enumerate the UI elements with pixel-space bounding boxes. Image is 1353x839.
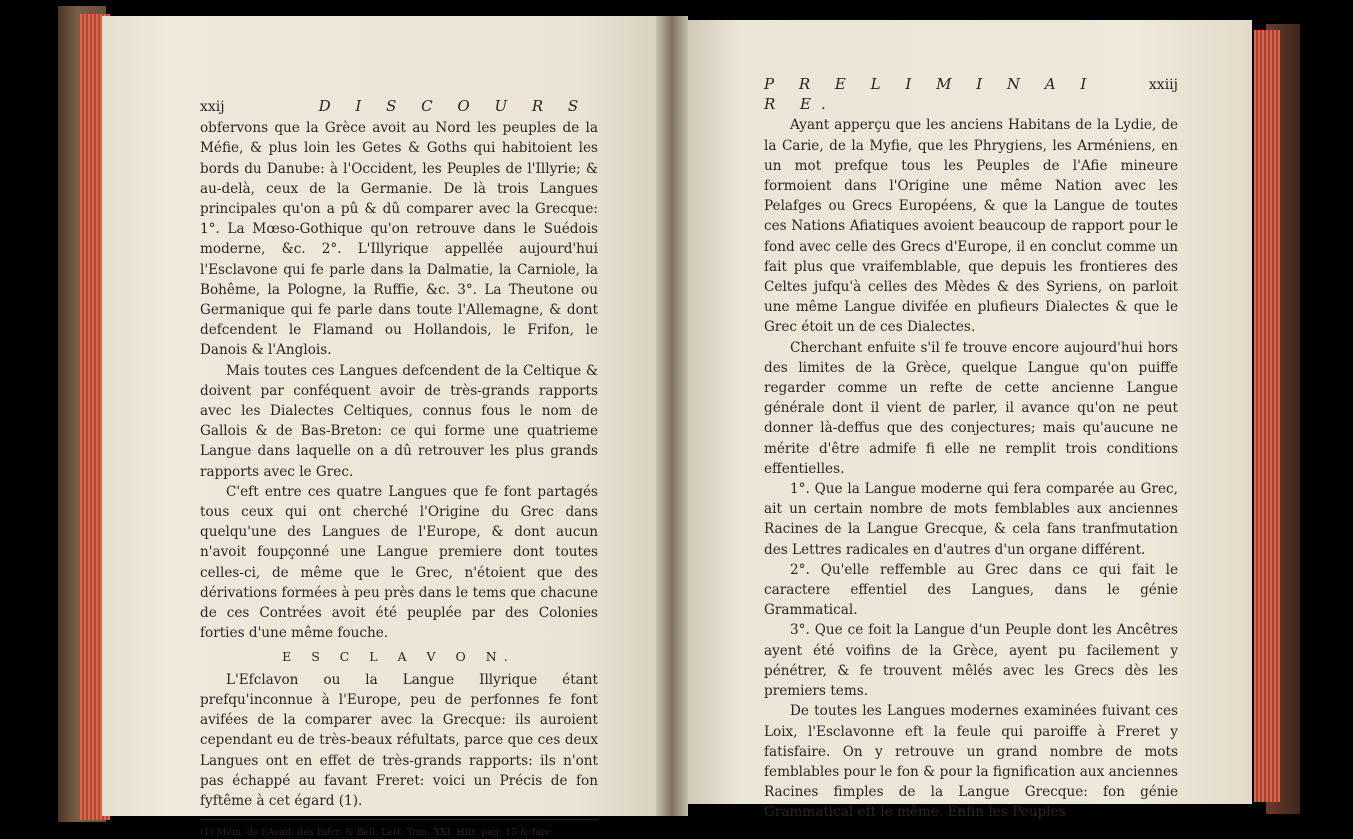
footnote-rule — [200, 819, 598, 820]
left-page-text — [200, 96, 598, 839]
right-paragraph: 3°. Que ce foit la Langue d'un Peuple dont les Ancêtres ayent été voifins de la Grèce, ayent pu facilement y pénétrer, & fe trouvent mêlés avec les Grecs dès les premiers tems. — [764, 622, 1178, 700]
left-paragraph: Mais toutes ces Langues defcendent de la Celtique & doivent par conféquent avoir de très-grands rapports avec les Dialectes Celtiques, connus fous le nom de Gallois & de Bas-Breton: ce qui forme une quatrieme Langue dans laquelle on a dû retrouver les plus grands rapports avec le Grec. — [200, 362, 598, 480]
left-paragraph: C'eft entre ces quatre Langues que fe font partagés tous ceux qui ont cherché l'Origine du Grec dans quelqu'une des Langues de l'Europe, & dont aucun n'avoit foupçonné une Langue premiere dont toutes celles-ci, de même que le Grec, n'étoient que des dérivations formées à peu près dans le tems que chacune de ces Contrées avoit été peuplée par des Colonies forties d'une même fouche. — [200, 483, 598, 642]
footnote: (1) Mém. de l'Acad. des Infcr. & Bell. Lett. Tom. XXI. Hift. pag. 15 & fuiv. — [200, 827, 552, 839]
right-paragraph: 1°. Que la Langue moderne qui fera comparée au Grec, ait un certain nombre de mots femblables aux anciennes Racines de la Langue Grecque, & cela fans tranfmutation des Lettres radicales en d'autres d'un organe différent. — [764, 481, 1178, 558]
right-paragraph: De toutes les Langues modernes examinées fuivant ces Loix, l'Esclavonne eft la feule qui paroiffe à Freret y fatisfaire. On y retrouve un grand nombre de mots femblables pour le fon & pour la fignification aux anciennes Racines fimples de la Langue Grecque: fon génie Grammatical eft le même. Enfin les Peuples — [764, 703, 1178, 821]
right-page-text — [764, 74, 1178, 823]
right-running-title: P R E L I M I N A I R E. — [764, 75, 1097, 114]
right-page-number: xxiij — [1148, 77, 1178, 93]
right-paragraph: 2°. Qu'elle reffemble au Grec dans ce qui fait le caractere effentiel des Langues, dans le génie Grammatical. — [764, 561, 1178, 619]
right-page-header — [764, 74, 1178, 114]
left-page-header — [200, 96, 598, 117]
left-paragraph: L'Efclavon ou la Langue Illyrique étant prefqu'inconnue à l'Europe, peu de perfonnes fe font avifées de la comparer avec la Grecque: ils auroient cependant eu de très-beaux réfultats, parce que ces deux Langues ont en effet de très-grands rapports: ils n'ont pas échappé au favant Freret: voici un Précis de fon fyftême à cet égard (1). — [200, 671, 598, 809]
right-page-edges — [1254, 30, 1280, 802]
left-page-number: xxij — [200, 99, 225, 115]
left-running-title: D I S C O U R S — [318, 97, 589, 115]
right-paragraph: Ayant apperçu que les anciens Habitans de la Lydie, de la Carie, de la Myfie, que les Phrygiens, les Arméniens, en un mot prefque tous les Peuples de l'Afie mineure formoient dans l'Origine une même Nation avec les Pelafges ou Grecs Européens, & que la Langue de toutes ces Nations Afiatiques avoient beaucoup de rapport pour le fond avec celle des Grecs d'Europe, il en conclut comme un fait plus que vraifemblable, que depuis les frontieres des Celtes jufqu'à celles des Mèdes & des Syriens, on parloit une même Langue divifée en plufieurs Dialectes & que le Grec étoit un de ces Dialectes. — [764, 117, 1178, 336]
left-paragraph: obfervons que la Grèce avoit au Nord les peuples de la Méfie, & plus loin les Getes & Goths qui habitoient les bords du Danube: à l'Occident, les Peuples de l'Illyrie; & au-delà, ceux de la Germanie. De là trois Langues principales qu'on a pû & dû comparer avec la Grecque: 1°. La Mœso-Gothique qu'on retrouve dans le Suédois moderne, &c. 2°. L'Illyrique appellée aujourd'hui l'Esclavone qui fe parle dans la Dalmatie, la Carniole, la Bohême, la Pologne, la Ruffie, &c. 3°. La Theutone ou Germanique qui fe parle dans toute l'Allemagne, & dont defcendent le Flamand ou Hollandois, le Frifon, le Danois & l'Anglois. — [200, 120, 598, 359]
section-heading: E S C L A V O N. — [282, 649, 516, 665]
book-gutter — [656, 16, 688, 816]
right-paragraph: Cherchant enfuite s'il fe trouve encore aujourd'hui hors des limites de la Grèce, quelque Langue qu'on puiffe regarder comme un refte de cette ancienne Langue générale dont il vient de parler, il avance qu'on ne peut donner là-deffus que des conjectures; mais qu'aucune ne mérite d'être admife fi elle ne remplit trois conditions effentielles. — [764, 339, 1178, 477]
